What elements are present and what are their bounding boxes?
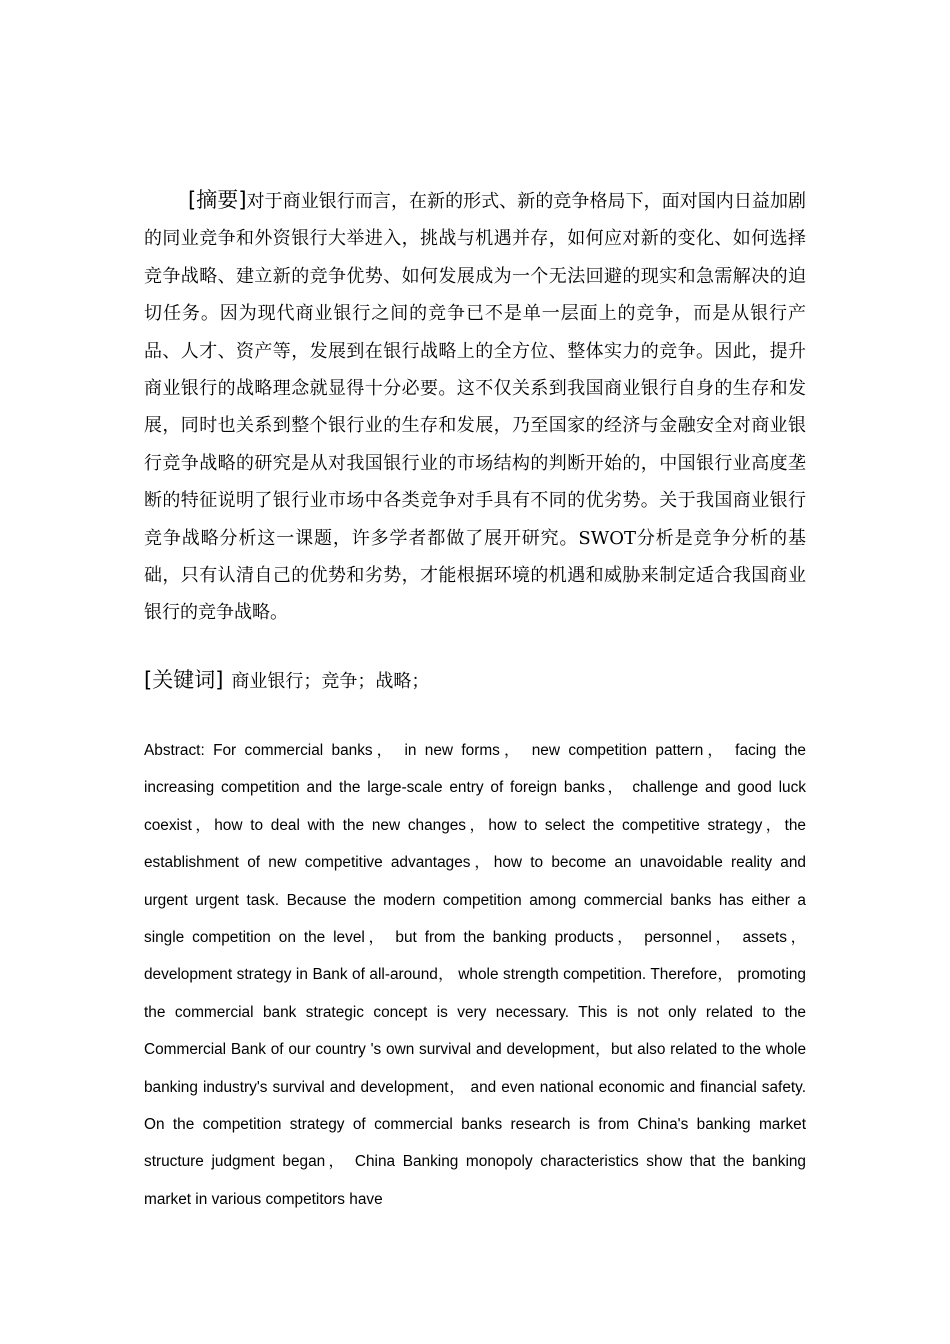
abstract-label: [摘要]: [188, 188, 247, 212]
keywords-line: [144, 662, 806, 700]
abstract-text: 对于商业银行而言，在新的形式、新的竞争格局下，面对国内日益加剧的同业竞争和外资银行大举进入，挑战与机遇并存，如何应对新的变化、如何选择竞争战略、建立新的竞争优势、如何发展成为一个无法回避的现实和急需解决的迫切任务。因为现代商业银行之间的竞争已不是单一层面上的竞争，而是从银行产品、人才、资产等，发展到在银行战略上的全方位、整体实力的竞争。因此，提升商业银行的战略理念就显得十分必要。这不仅关系到我国商业银行自身的生存和发展，同时也关系到整个银行业的生存和发展，乃至国家的经济与金融安全对商业银行竞争战略的研究是从对我国银行业的市场结构的判断开始的，中国银行业高度垄断的特征说明了银行业市场中各类竞争对手具有不同的优劣势。关于我国商业银行竞争战略分析这一课题，许多学者都做了展开研究。SWOT分析是竞争分析的基础，只有认清自己的优势和劣势，才能根据环境的机遇和威胁来制定适合我国商业银行的竞争战略。: [144, 191, 806, 624]
chinese-abstract-paragraph: [144, 182, 806, 632]
english-abstract-paragraph: Abstract: For commercial banks， in new forms， new competition pattern， facing the increasing competition and the large-scale entry of foreign banks， challenge and good luck coexist，how to deal with the new changes，how to select the competitive strategy，the establishment of new competitive advantages，how to become an unavoidable reality and urgent urgent task. Because the modern competition among commercial banks has either a single competition on the level， but from the banking products， personnel， assets， development strategy in Bank of all-around， whole strength competition. Therefore， promoting the commercial bank strategic concept is very necessary. This is not only related to the Commercial Bank of our country 's own survival and development，but also related to the whole banking industry's survival and development， and even national economic and financial safety. On the competition strategy of commercial banks research is from China's banking market structure judgment began， China Banking monopoly characteristics show that the banking market in various competitors have: [144, 742, 806, 1208]
keywords-label: [关键词]: [144, 668, 224, 692]
keywords-text: 商业银行；竞争；战略；: [231, 671, 430, 692]
